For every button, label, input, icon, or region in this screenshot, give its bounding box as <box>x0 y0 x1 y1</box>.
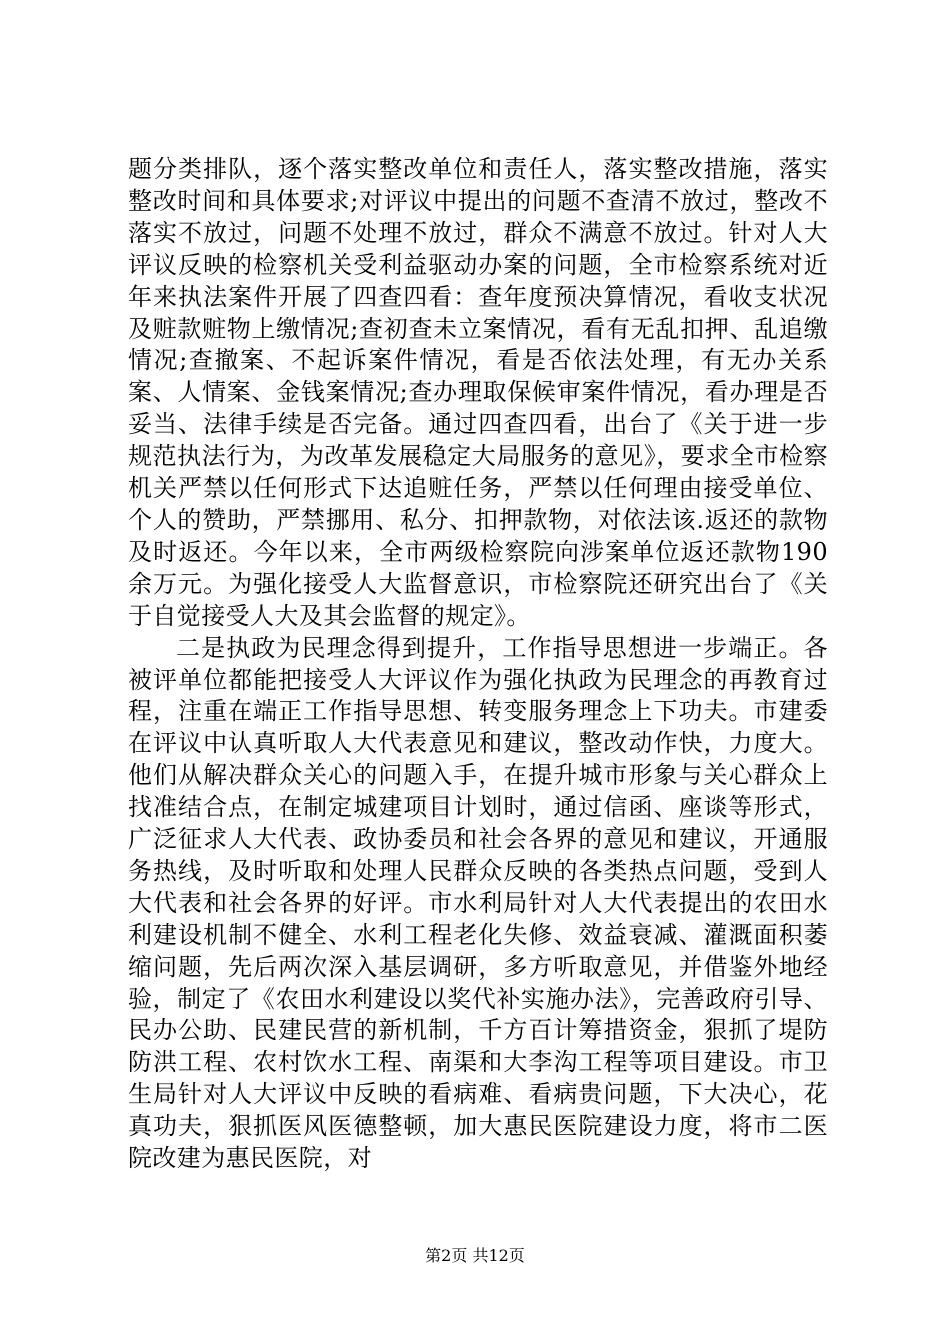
document-body <box>128 154 828 1175</box>
paragraph-section-two: 二是执政为民理念得到提升，工作指导思想进一步端正。各被评单位都能把接受人大评议作为强化执政为民理念的再教育过程，注重在端正工作指导思想、转变服务理念上下功夫。市建委在评议中认真听取人大代表意见和建议，整改动作快，力度大。他们从解决群众关心的问题入手，在提升城市形象与关心群众上找准结合点，在制定城建项目计划时，通过信函、座谈等形式，广泛征求人大代表、政协委员和社会各界的意见和建议，开通服务热线，及时听取和处理人民群众反映的各类热点问题，受到人大代表和社会各界的好评。市水利局针对人大代表提出的农田水利建设机制不健全、水利工程老化失修、效益衰减、灌溉面积萎缩问题，先后两次深入基层调研，多方听取意见，并借鉴外地经验，制定了《农田水利建设以奖代补实施办法》，完善政府引导、民办公助、民建民营的新机制，千方百计筹措资金，狠抓了堤防防洪工程、农村饮水工程、南渠和大李沟工程等项目建设。市卫生局针对人大评议中反映的看病难、看病贵问题，下大决心，花真功夫，狠抓医风医德整顿，加大惠民医院建设力度，将市二医院改建为惠民医院，对 <box>128 633 828 1173</box>
paragraph-continuation: 题分类排队，逐个落实整改单位和责任人，落实整改措施，落实整改时间和具体要求;对评议中提出的问题不查清不放过，整改不落实不放过，问题不处理不放过，群众不满意不放过。针对人大评议反映的检察机关受利益驱动办案的问题，全市检察系统对近年来执法案件开展了四查四看：查年度预决算情况，看收支状况及赃款赃物上缴情况;查初查未立案情况，看有无乱扣押、乱追缴情况;查撤案、不起诉案件情况，看是否依法处理，有无办关系案、人情案、金钱案情况;查办理取保候审案件情况，看办理是否妥当、法律手续是否完备。通过四查四看，出台了《关于进一步规范执法行为，为改革发展稳定大局服务的意见》，要求全市检察机关严禁以任何形式下达追赃任务，严禁以任何理由接受单位、个人的赞助，严禁挪用、私分、扣押款物，对依法该.返还的款物及时返还。今年以来，全市两级检察院向涉案单位返还款物190余万元。为强化接受人大监督意识，市检察院还研究出台了《关于自觉接受人大及其会监督的规定》。 <box>128 155 828 630</box>
page-number-footer: 第2页 共12页 <box>425 1246 525 1265</box>
